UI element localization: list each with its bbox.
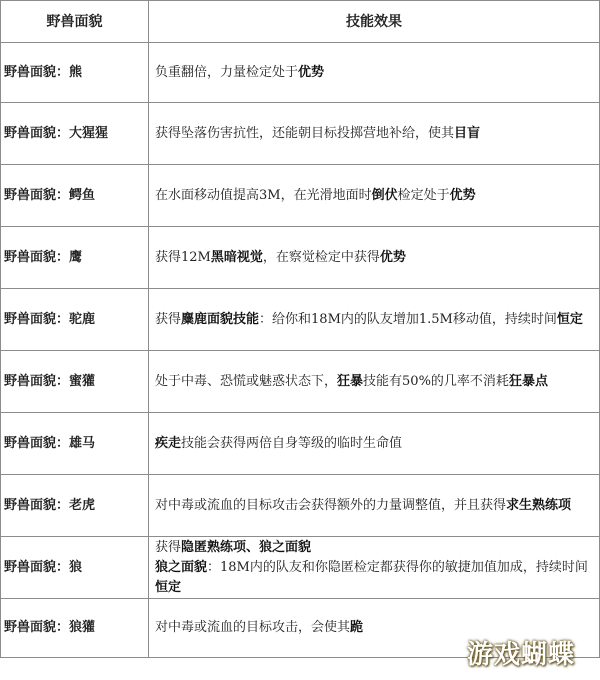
skill-text: ：18M内的队友和你隐匿检定都获得你的敏捷加值加成，持续时间 xyxy=(207,559,588,575)
beast-aspect-name: 野兽面貌：大猩猩 xyxy=(1,103,149,165)
skill-text: 获得 xyxy=(155,539,182,555)
skill-keyword: 疾走 xyxy=(155,435,182,451)
beast-aspect-name: 野兽面貌：老虎 xyxy=(1,475,149,537)
skill-keyword: 狂暴 xyxy=(337,373,364,389)
skill-text: 获得12M xyxy=(155,249,211,265)
skill-effect-cell xyxy=(149,103,600,165)
skill-keyword: 倒伏 xyxy=(371,187,398,203)
skill-keyword: 优势 xyxy=(449,187,476,203)
skill-effect-cell xyxy=(149,413,600,475)
beast-aspect-name: 野兽面貌：狼獾 xyxy=(1,599,149,658)
skill-keyword: 跪 xyxy=(350,620,364,635)
skill-keyword: 麋鹿面貌技能 xyxy=(181,311,260,327)
skill-keyword: 恒定 xyxy=(155,579,182,595)
skill-text: 技能有50%的几率不消耗 xyxy=(363,373,509,389)
skill-text: 处于中毒、恐慌或魅惑状态下， xyxy=(155,373,338,389)
skill-text: 检定处于 xyxy=(397,187,450,203)
skill-effect-cell xyxy=(149,165,600,227)
table-header-row xyxy=(1,1,600,43)
watermark-text: 游戏蝴蝶 xyxy=(466,639,575,670)
table-row xyxy=(1,227,600,289)
watermark-logo xyxy=(446,626,596,678)
skill-keyword: 目盲 xyxy=(454,125,481,141)
skill-keyword: 狼之面貌 xyxy=(155,559,208,575)
beast-aspect-name: 野兽面貌：熊 xyxy=(1,43,149,103)
skill-text: ，在察觉检定中获得 xyxy=(262,249,380,265)
table-row xyxy=(1,289,600,351)
skill-effect-cell xyxy=(149,43,600,103)
skill-effect-cell xyxy=(149,537,600,599)
table-row xyxy=(1,537,600,599)
beast-aspect-name: 野兽面貌：鹰 xyxy=(1,227,149,289)
beast-aspect-name: 野兽面貌：狼 xyxy=(1,537,149,599)
table-row xyxy=(1,413,600,475)
table-row xyxy=(1,103,600,165)
skill-effect-cell xyxy=(149,351,600,413)
skill-effect-cell xyxy=(149,289,600,351)
beast-aspect-name: 野兽面貌：驼鹿 xyxy=(1,289,149,351)
skill-text: ：给你和18M内的队友增加1.5M移动值，持续时间 xyxy=(259,311,557,327)
table-row xyxy=(1,165,600,227)
skill-text: 在水面移动值提高3M，在光滑地面时 xyxy=(155,187,372,203)
skill-effect-cell xyxy=(149,227,600,289)
skill-keyword: 黑暗视觉 xyxy=(210,249,263,265)
skill-keyword: 隐匿熟练项、狼之面貌 xyxy=(181,539,312,555)
skill-text: 对中毒或流血的目标攻击会获得额外的力量调整值，并且获得 xyxy=(155,497,507,513)
skill-text: 负重翻倍，力量检定处于 xyxy=(155,64,299,80)
beast-aspect-name: 野兽面貌：雄马 xyxy=(1,413,149,475)
skill-keyword: 优势 xyxy=(379,249,406,265)
skill-text: 技能会获得两倍自身等级的临时生命值 xyxy=(181,435,403,451)
skill-text: 获得坠落伤害抗性，还能朝目标投掷营地补给，使其 xyxy=(155,125,455,141)
skill-keyword: 恒定 xyxy=(556,311,583,327)
column-header-name: 野兽面貌 xyxy=(1,1,149,43)
skill-text: 对中毒或流血的目标攻击，会使其 xyxy=(155,620,351,635)
table-row xyxy=(1,475,600,537)
table-row xyxy=(1,43,600,103)
beast-aspect-name: 野兽面貌：鳄鱼 xyxy=(1,165,149,227)
skill-effect-cell xyxy=(149,475,600,537)
skill-keyword: 狂暴点 xyxy=(508,373,548,389)
skill-keyword: 求生熟练项 xyxy=(506,497,572,513)
skill-keyword: 优势 xyxy=(298,64,325,80)
table-row xyxy=(1,351,600,413)
beast-aspect-name: 野兽面貌：蜜獾 xyxy=(1,351,149,413)
column-header-effect: 技能效果 xyxy=(149,1,600,43)
skill-text: 获得 xyxy=(155,311,182,327)
